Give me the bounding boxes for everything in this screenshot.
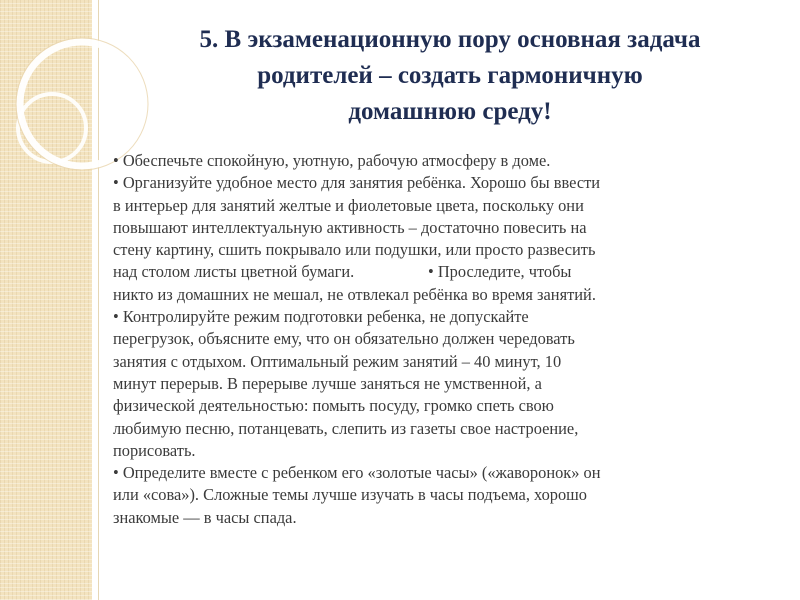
body-line-2: • Организуйте удобное место для занятия ребёнка. Хорошо бы ввести	[113, 173, 601, 193]
body-line-14: порисовать.	[113, 440, 196, 460]
decorative-side-band	[0, 0, 96, 600]
title-line-3: домашнюю среду!	[348, 98, 552, 125]
body-line-7: никто из домашних не мешал, не отвлекал ребёнка во время занятий.	[113, 284, 596, 304]
body-line-3: в интерьер для занятий желтые и фиолетовые цвета, поскольку они	[113, 195, 584, 215]
body-line-13: любимую песню, потанцевать, слепить из газеты свое настроение,	[113, 418, 579, 438]
body-line-4: повышают интеллектуальную активность – достаточно повесить на	[113, 217, 587, 237]
body-line-16: или «сова»). Сложные темы лучше изучать в часы подъема, хорошо	[113, 485, 587, 505]
body-line-9: перегрузок, объясните ему, что он обязательно должен чередовать	[113, 329, 575, 349]
title-line-2: родителей – создать гармоничную	[257, 62, 643, 89]
body-line-6: над столом листы цветной бумаги. • Проследите, чтобы	[113, 262, 572, 282]
body-line-11: минут перерыв. В перерыве лучше заняться не умственной, а	[113, 373, 542, 393]
body-line-5: стену картину, сшить покрывало или подушки, или просто развесить	[113, 240, 596, 260]
body-line-8: • Контролируйте режим подготовки ребенка, не допускайте	[113, 307, 529, 327]
slide-title	[130, 22, 770, 130]
slide-body	[113, 150, 785, 529]
body-line-17: знакомые — в часы спада.	[113, 507, 297, 527]
title-line-1: 5. В экзаменационную пору основная задача	[199, 26, 701, 53]
body-line-10: занятия с отдыхом. Оптимальный режим занятий – 40 минут, 10	[113, 351, 562, 371]
body-line-15: • Определите вместе с ребенком его «золотые часы» («жаворонок» он	[113, 463, 601, 483]
band-divider-line	[98, 0, 99, 600]
body-line-12: физической деятельностью: помыть посуду, громко спеть свою	[113, 396, 554, 416]
body-line-1: • Обеспечьте спокойную, уютную, рабочую атмосферу в доме.	[113, 151, 551, 170]
